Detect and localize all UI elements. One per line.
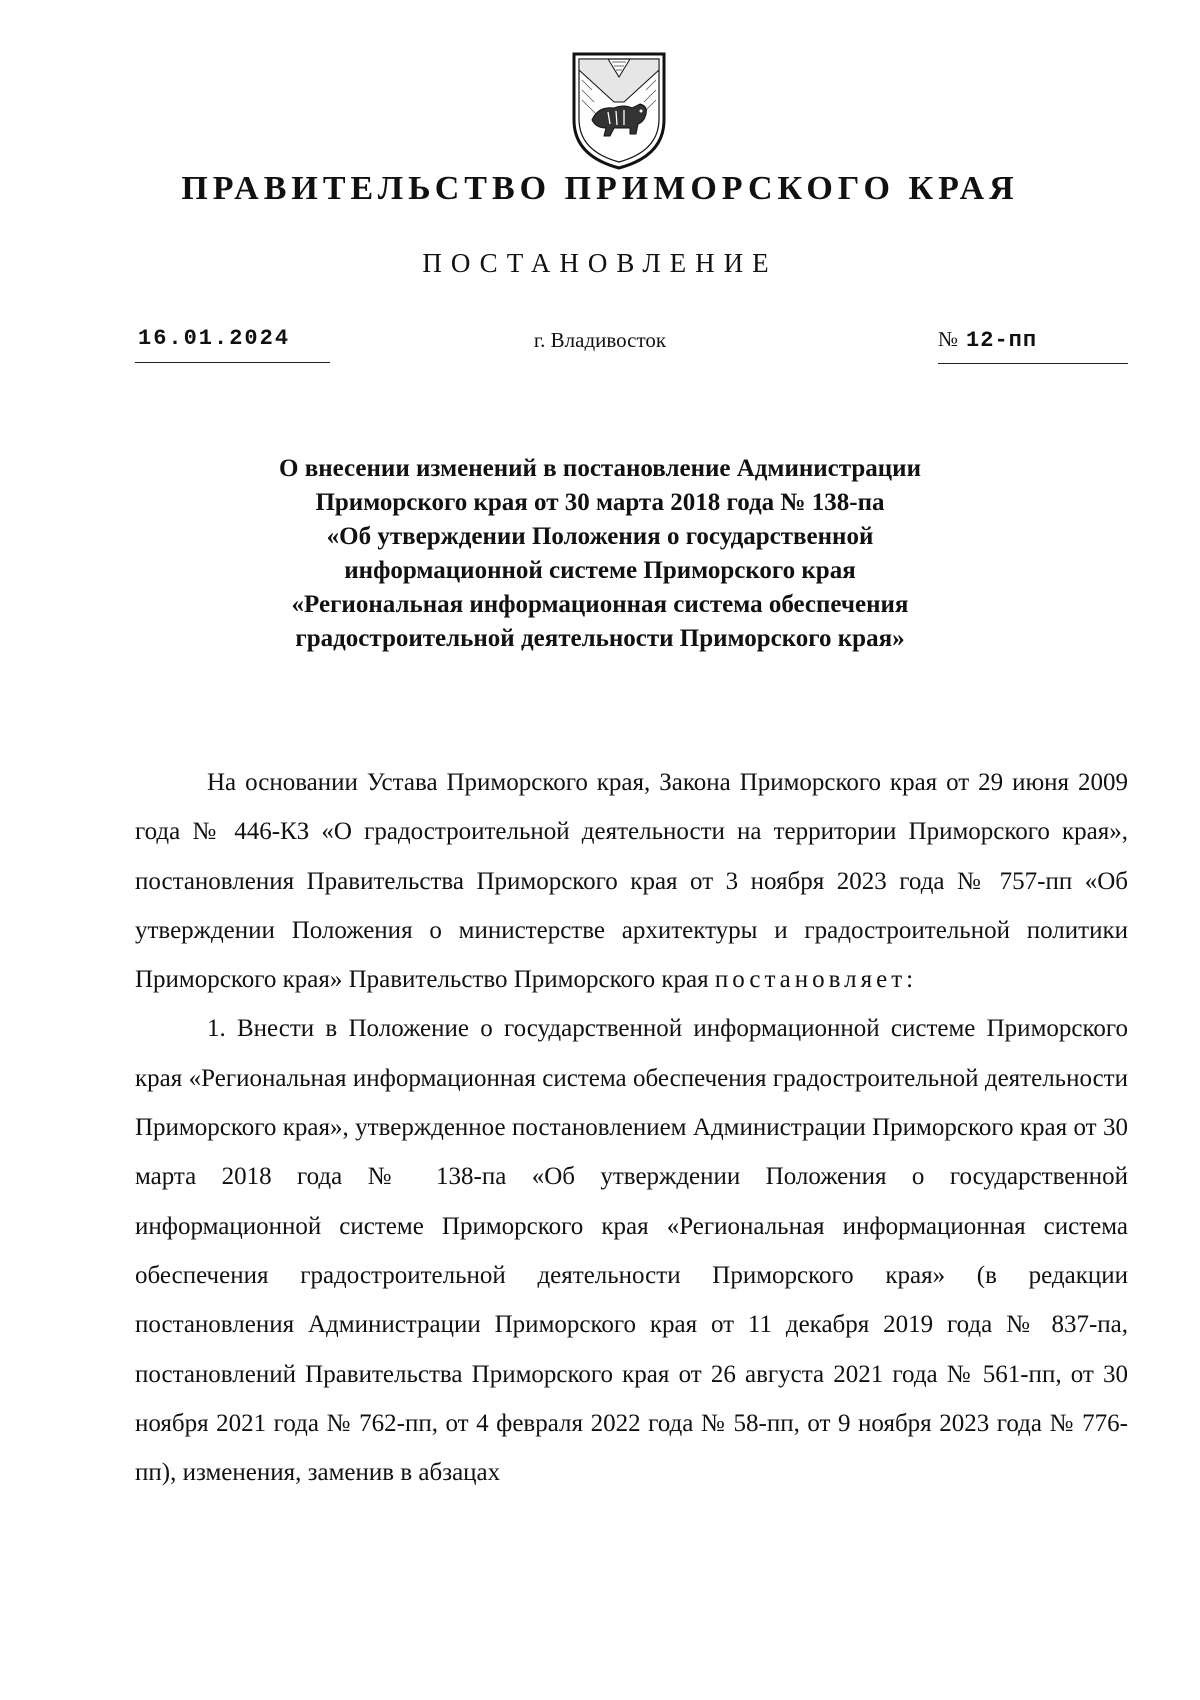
primorsky-krai-coat-of-arms-icon: [568, 50, 670, 172]
subject-line: Приморского края от 30 марта 2018 года № 138-па: [315, 489, 885, 516]
subject-line: «Региональная информационная система обеспечения: [291, 591, 909, 618]
document-subject: [170, 452, 1030, 656]
document-type: ПОСТАНОВЛЕНИЕ: [422, 248, 778, 278]
number-value: 12-пп: [966, 328, 1038, 353]
subject-line: информационной системе Приморского края: [344, 557, 856, 584]
document-number: [938, 323, 1128, 364]
preamble-paragraph: [135, 758, 1128, 1004]
government-title: ПРАВИТЕЛЬСТВО ПРИМОРСКОГО КРАЯ: [181, 170, 1019, 207]
subject-line: градостроительной деятельности Приморского края»: [295, 625, 905, 652]
number-sign: №: [938, 327, 959, 351]
subject-line: О внесении изменений в постановление Администрации: [279, 455, 921, 482]
resolves-word: постановляет:: [714, 966, 918, 994]
document-date: 16.01.2024: [135, 323, 330, 363]
document-body: [135, 758, 1128, 1497]
item-1-paragraph: 1. Внести в Положение о государственной информационной системе Приморского края «Региональная информационная система обеспечения градостроительной деятельности Приморского края», утвержденное постановлением Администрации Приморского края от 30 марта 2018 года № 138-па «Об утверждении Положения о государственной информационной системе Приморского края «Региональная информационная система обеспечения градостроительной деятельности Приморского края» (в редакции постановления Администрации Приморского края от 11 декабря 2019 года № 837-па, постановлений Правительства Приморского края от 26 августа 2021 года № 561-пп, от 30 ноября 2021 года № 762-пп, от 4 февраля 2022 года № 58-пп, от 9 ноября 2023 года № 776-пп), изменения, заменив в абзацах: [135, 1015, 1128, 1487]
subject-line: «Об утверждении Положения о государственной: [326, 523, 874, 550]
document-city: г. Владивосток: [533, 328, 667, 352]
preamble-text: На основании Устава Приморского края, Закона Приморского края от 29 июня 2009 года № 446-КЗ «О градостроительной деятельности на территории Приморского края», постановления Правительства Приморского края от 3 ноября 2023 года № 757-пп «Об утверждении Положения о министерстве архитектуры и градостроительной политики Приморского края» Правительство Приморского края: [135, 769, 1128, 994]
